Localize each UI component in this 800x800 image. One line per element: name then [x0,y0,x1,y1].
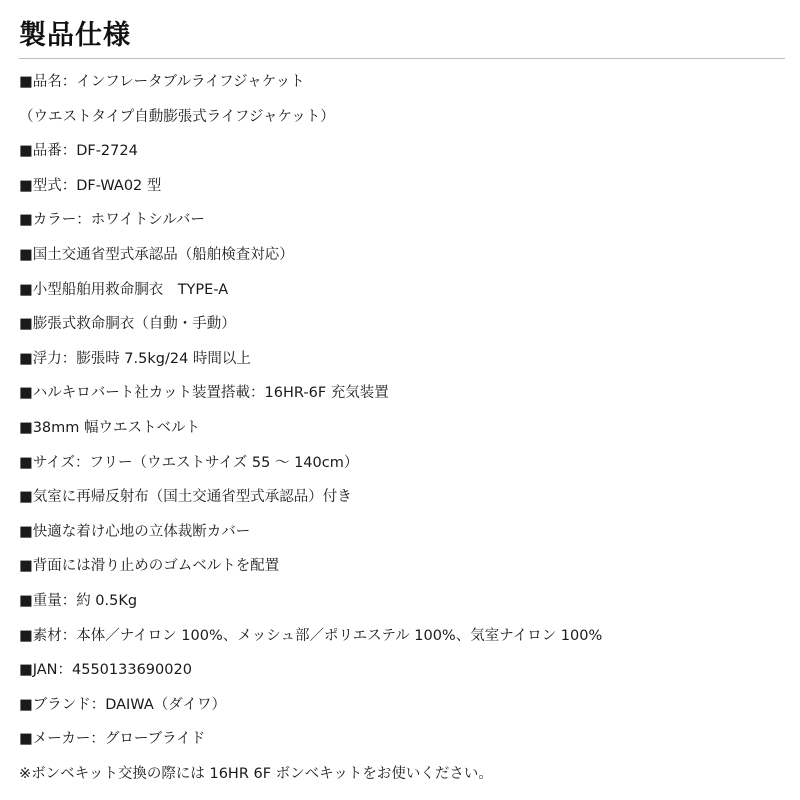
spec-item-maker: ■メーカー：グローブライド [19,731,206,748]
spec-item-material: ■素材：本体／ナイロン 100%、メッシュ部／ポリエステル 100%、気室ナイロン 100% [19,627,603,644]
spec-item-inflation-type: ■膨張式救命胴衣（自動・手動） [19,316,236,333]
spec-item-cover: ■快適な着け心地の立体裁断カバー [19,523,251,540]
spec-item-product-name: ■品名：インフレータブルライフジャケット [19,74,305,90]
spec-item-belt: ■38mm 幅ウエストベルト [19,419,201,436]
spec-item-note: ※ボンベキット交換の際には 16HR 6F ボンベキットをお使いください。 [19,765,493,782]
spec-item-weight: ■重量：約 0.5Kg [19,592,138,609]
spec-item-product-number: ■品番：DF-2724 [19,143,138,160]
spec-item-product-type: （ウエストタイプ自動膨張式ライフジャケット） [19,108,335,125]
spec-item-size: ■サイズ：フリー（ウエストサイズ 55 〜 140cm） [19,454,359,471]
spec-item-model: ■型式：DF-WA02 型 [19,177,162,194]
title-divider [19,58,785,59]
page-title: 製品仕様 [19,20,131,51]
spec-item-vessel-type: ■小型船舶用救命胴衣 TYPE-A [19,281,229,298]
spec-list [19,70,789,796]
spec-item-inflator: ■ハルキロバート社カット装置搭載：16HR-6F 充気装置 [19,385,389,402]
spec-item-color: ■カラー：ホワイトシルバー [19,212,205,229]
spec-item-jan: ■JAN：4550133690020 [19,662,192,679]
spec-item-back-grip: ■背面には滑り止めのゴムベルトを配置 [19,558,280,575]
spec-item-buoyancy: ■浮力：膨張時 7.5kg/24 時間以上 [19,350,251,367]
spec-item-brand: ■ブランド：DAIWA（ダイワ） [19,696,226,713]
spec-item-reflector: ■気室に再帰反射布（国土交通省型式承認品）付き [19,489,352,506]
spec-item-approval: ■国土交通省型式承認品（船舶検査対応） [19,246,294,263]
